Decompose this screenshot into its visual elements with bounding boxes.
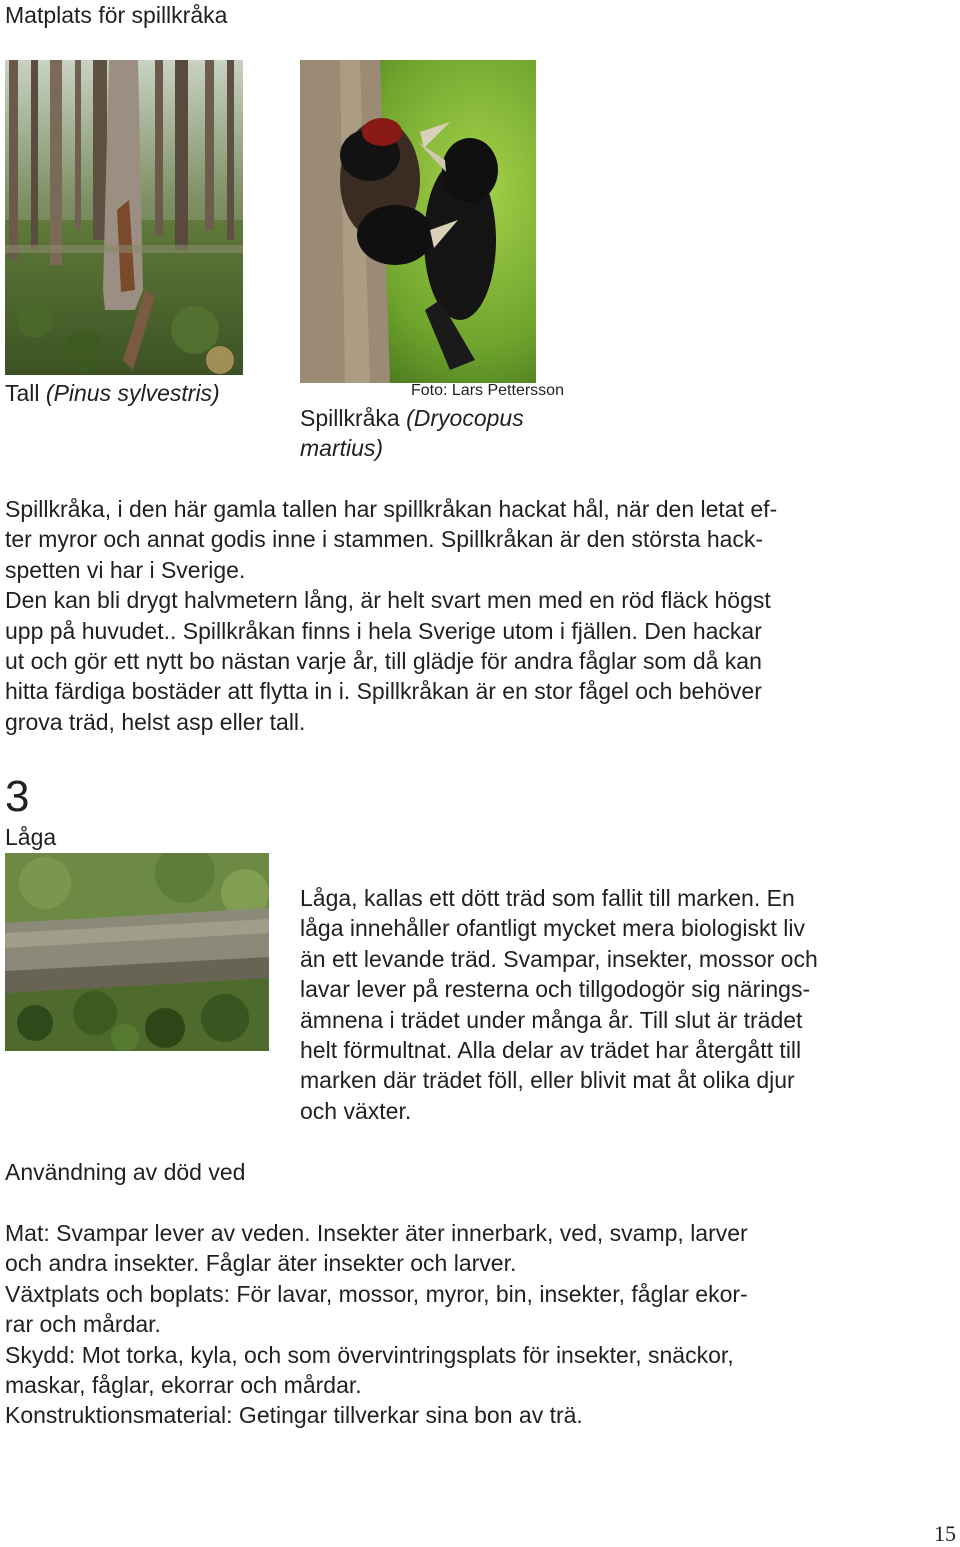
page-number: 15 bbox=[934, 1521, 956, 1546]
photo-credit: Foto: Lars Pettersson bbox=[411, 382, 564, 399]
laga-heading: Låga bbox=[5, 824, 57, 850]
text-line bbox=[5, 707, 777, 737]
text-line bbox=[5, 1309, 748, 1339]
line-text: spetten vi har i Sverige. bbox=[5, 556, 246, 583]
text-line bbox=[5, 1218, 748, 1248]
bird-caption-line1 bbox=[300, 403, 524, 433]
black-woodpecker-photo bbox=[300, 60, 536, 383]
text-line bbox=[5, 585, 777, 615]
bird-caption-line2 bbox=[300, 433, 383, 463]
line-text: upp på huvudet.. Spillkråkan finns i hela Sverige utom i fjällen. Den hackar bbox=[5, 617, 762, 644]
text-line bbox=[5, 1279, 748, 1309]
line-text: ter myror och annat godis inne i stammen. Spillkråkan är den största hack- bbox=[5, 526, 764, 553]
bird-latin-name-part1: (Dryocopus bbox=[406, 405, 524, 431]
text-line bbox=[300, 1035, 818, 1065]
line-text: hitta färdiga bostäder att flytta in i. Spillkråkan är en stor fågel och behöver bbox=[5, 678, 762, 705]
text-line bbox=[300, 1096, 818, 1126]
text-line bbox=[300, 944, 818, 974]
line-text: och växter. bbox=[300, 1097, 412, 1124]
text-line bbox=[5, 524, 777, 554]
line-text: Den kan bli drygt halvmetern lång, är helt svart men med en röd fläck högst bbox=[5, 587, 771, 614]
fallen-log-photo bbox=[5, 853, 269, 1051]
lead-term: Låga, bbox=[300, 885, 358, 911]
line-text: än ett levande träd. Svampar, insekter, mossor och bbox=[300, 945, 818, 972]
usage-heading: Användning av död ved bbox=[5, 1159, 246, 1185]
text-line bbox=[300, 913, 818, 943]
text-line bbox=[5, 616, 777, 646]
lead-term: Konstruktionsmaterial: bbox=[5, 1402, 233, 1429]
text-line bbox=[300, 883, 818, 913]
line-text: marken där trädet föll, eller blivit mat åt olika djur bbox=[300, 1067, 795, 1094]
usage-paragraph bbox=[5, 1218, 748, 1431]
line-text: ut och gör ett nytt bo nästan varje år, till glädje för andra fåglar som då kan bbox=[5, 648, 762, 675]
line-text: rar och mårdar. bbox=[5, 1311, 161, 1338]
text-line bbox=[5, 1340, 748, 1370]
line-text: ämnena i trädet under många år. Till slut är trädet bbox=[300, 1006, 803, 1033]
line-text: helt förmultnat. Alla delar av trädet har återgått till bbox=[300, 1037, 802, 1064]
text-line bbox=[300, 1005, 818, 1035]
text-line bbox=[5, 494, 777, 524]
text-line bbox=[5, 1400, 748, 1430]
line-text: låga innehåller ofantligt mycket mera biologiskt liv bbox=[300, 915, 805, 942]
text-line bbox=[5, 1248, 748, 1278]
line-text: För lavar, mossor, myror, bin, insekter, fåglar ekor- bbox=[230, 1280, 748, 1307]
line-text: grova träd, helst asp eller tall. bbox=[5, 708, 306, 735]
line-text: Svampar lever av veden. Insekter äter innerbark, ved, svamp, larver bbox=[49, 1220, 748, 1246]
line-text: Getingar tillverkar sina bon av trä. bbox=[232, 1402, 583, 1429]
page-title: Matplats för spillkråka bbox=[5, 2, 228, 28]
tree-caption bbox=[5, 378, 220, 408]
text-line bbox=[300, 1065, 818, 1095]
text-line bbox=[5, 555, 777, 585]
line-text: Mot torka, kyla, och som övervintringsplats för insekter, snäckor, bbox=[75, 1341, 734, 1368]
text-line bbox=[5, 676, 777, 706]
text-line bbox=[300, 974, 818, 1004]
lead-term: Spillkråka, bbox=[5, 496, 112, 522]
tree-name: Tall bbox=[5, 380, 40, 406]
lead-term: Skydd: bbox=[5, 1341, 76, 1368]
line-text: i den här gamla tallen har spillkråkan hackat hål, när den letat ef- bbox=[111, 496, 778, 522]
laga-paragraph bbox=[300, 883, 818, 1126]
bird-name: Spillkråka bbox=[300, 405, 400, 431]
line-text: och andra insekter. Fåglar äter insekter och larver. bbox=[5, 1250, 517, 1277]
text-line bbox=[5, 646, 777, 676]
line-text: lavar lever på resterna och tillgodogör sig närings- bbox=[300, 976, 811, 1003]
pine-tree-photo bbox=[5, 60, 243, 375]
lead-term: Växtplats och boplats: bbox=[5, 1280, 231, 1307]
spillkraka-paragraph bbox=[5, 494, 777, 737]
text-line bbox=[5, 1370, 748, 1400]
bird-latin-name-part2: martius) bbox=[300, 435, 384, 461]
lead-term: Mat: bbox=[5, 1220, 50, 1246]
section-number: 3 bbox=[5, 772, 30, 821]
line-text: maskar, fåglar, ekorrar och mårdar. bbox=[5, 1372, 362, 1399]
line-text: kallas ett dött träd som fallit till marken. En bbox=[357, 885, 795, 911]
tree-latin-name: (Pinus sylvestris) bbox=[45, 380, 220, 406]
